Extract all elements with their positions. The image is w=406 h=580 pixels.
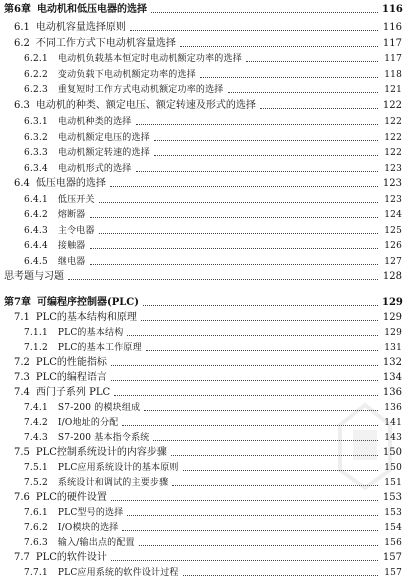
section-number: 6.2.3	[24, 85, 48, 95]
section-title: 低压开关	[57, 194, 95, 205]
section-title: 主令电器	[57, 225, 95, 236]
toc-entry[interactable]	[0, 114, 406, 128]
section-number: 6.4	[14, 178, 30, 189]
page-number: 117	[382, 37, 402, 49]
leader-dots	[246, 61, 378, 62]
toc-entry[interactable]	[0, 161, 406, 175]
leader-dots	[143, 305, 378, 306]
page-number: 154	[384, 523, 402, 533]
toc-entry[interactable]	[0, 370, 406, 384]
section-title: 电动机的种类、额定电压、额定转速及形式的选择	[35, 99, 256, 111]
section-number: 第6章	[4, 4, 31, 15]
page-number: 121	[384, 85, 402, 95]
section-number: 7.1.2	[24, 343, 48, 353]
leader-dots	[90, 248, 378, 249]
page-number: 122	[384, 148, 402, 158]
toc-entry[interactable]	[0, 223, 406, 237]
section-number: 6.4.2	[24, 210, 48, 220]
toc-entry[interactable]	[0, 207, 406, 221]
section-number: 7.6.2	[24, 523, 48, 533]
page-number: 157	[382, 552, 402, 563]
section-title: I/O地址的分配	[57, 418, 119, 428]
toc-entry[interactable]	[0, 192, 406, 206]
page-number: 156	[384, 538, 402, 548]
page-number: 124	[384, 210, 402, 220]
section-title: 电动机种类的选择	[57, 117, 132, 127]
section-title: PLC应用系统的软件设计过程	[57, 568, 179, 578]
page-number: 123	[384, 163, 402, 174]
section-number: 7.6.1	[24, 508, 48, 518]
toc-entry[interactable]	[0, 565, 406, 579]
page-number: 118	[384, 69, 402, 80]
leader-dots	[130, 30, 378, 31]
toc-entry[interactable]	[0, 130, 406, 144]
page-number: 116	[382, 4, 403, 15]
page-number: 125	[384, 225, 402, 236]
section-number: 6.4.5	[24, 256, 48, 267]
page-number: 143	[384, 433, 402, 443]
toc-entry[interactable]	[0, 82, 406, 96]
section-number: 7.2	[14, 357, 30, 368]
leader-dots	[146, 350, 378, 351]
page-number: 129	[382, 297, 403, 308]
leader-dots	[136, 124, 378, 125]
page-number: 153	[384, 508, 402, 518]
toc-entry[interactable]	[0, 51, 406, 65]
leader-dots	[139, 545, 378, 546]
leader-dots	[260, 108, 378, 109]
toc-entry[interactable]	[0, 325, 406, 339]
page-number: 150	[384, 463, 402, 473]
page-number: 134	[382, 372, 402, 383]
section-title: S7-200 的模块组成	[57, 403, 141, 413]
toc-entry[interactable]	[0, 36, 406, 50]
section-title: 重复短时工作方式电动机额定功率的选择	[57, 85, 224, 95]
section-title: PLC的编程语言	[35, 372, 107, 383]
leader-dots	[99, 202, 378, 203]
leader-dots	[111, 365, 378, 366]
section-number: 6.2.1	[24, 54, 48, 64]
section-title: PLC控制系统设计的内容步骤	[35, 447, 167, 458]
toc-chapter-entry[interactable]	[0, 2, 406, 16]
leader-dots	[183, 575, 378, 576]
section-title: PLC的基本工作原理	[57, 343, 142, 353]
page-number: 126	[384, 241, 402, 251]
section-number: 7.5.1	[24, 463, 48, 473]
leader-dots	[68, 279, 378, 280]
leader-dots	[90, 217, 378, 218]
section-title: PLC的硬件设置	[35, 492, 107, 503]
section-title: 电动机负载基本恒定时电动机额定功率的选择	[57, 54, 242, 64]
watermark-logo	[335, 400, 395, 490]
section-number: 7.4.2	[24, 418, 48, 428]
section-title: PLC型号的选择	[57, 508, 124, 518]
section-number: 7.6.3	[24, 538, 48, 548]
page-number: 136	[384, 403, 402, 413]
section-number: 7.3	[14, 372, 30, 383]
section-title: PLC的软件设计	[35, 552, 107, 563]
section-title: 变动负载下电动机额定功率的选择	[57, 69, 196, 80]
section-number: 6.3.3	[24, 148, 48, 158]
section-title: 接触器	[57, 241, 86, 251]
page-number: 127	[384, 256, 402, 267]
leader-dots	[122, 530, 378, 531]
page-number: 129	[384, 328, 402, 338]
section-number: 7.5.2	[24, 478, 48, 488]
leader-dots	[200, 77, 378, 78]
leader-dots	[110, 186, 378, 187]
section-title: I/O模块的选择	[57, 523, 119, 533]
section-number: 6.3.1	[24, 117, 48, 127]
page-number: 153	[382, 492, 402, 503]
page-number: 157	[384, 568, 402, 578]
section-number: 6.2	[14, 37, 30, 49]
toc-entry[interactable]	[0, 254, 406, 268]
page-number: 123	[382, 178, 402, 189]
leader-dots	[99, 233, 378, 234]
toc-entry[interactable]	[0, 535, 406, 549]
page-number: 150	[382, 447, 402, 458]
section-number: 7.5	[14, 447, 30, 458]
toc-entry[interactable]	[0, 340, 406, 354]
section-number: 第7章	[4, 297, 31, 308]
leader-dots	[111, 380, 378, 381]
toc-entry[interactable]	[0, 355, 406, 369]
section-title: PLC应用系统设计的基本原则	[57, 463, 179, 473]
section-number: 6.4.4	[24, 241, 48, 251]
toc-entry[interactable]	[0, 505, 406, 519]
page-number: 123	[384, 194, 402, 205]
page-number: 131	[384, 343, 402, 353]
page-number: 132	[382, 357, 402, 368]
section-title: 不同工作方式下电动机容量选择	[35, 37, 176, 49]
page-number: 117	[384, 54, 402, 64]
section-number: 7.7.1	[24, 568, 48, 578]
section-title: 思考题与习题	[4, 271, 64, 282]
toc-entry[interactable]	[0, 176, 406, 190]
leader-dots	[127, 335, 378, 336]
section-number: 6.3	[14, 99, 30, 111]
section-title: 西门子系列 PLC	[35, 387, 111, 398]
toc-entry[interactable]	[0, 490, 406, 504]
section-title: PLC的基本结构	[57, 328, 124, 338]
section-number: 6.4.3	[24, 225, 48, 236]
page-number: 122	[382, 99, 402, 111]
leader-dots	[151, 12, 378, 13]
leader-dots	[154, 155, 378, 156]
toc-entry[interactable]	[0, 385, 406, 399]
section-number: 7.1.1	[24, 328, 48, 338]
page-number: 141	[384, 418, 402, 428]
leader-dots	[127, 515, 378, 516]
section-title: 输入/输出点的配置	[57, 538, 135, 548]
leader-dots	[180, 46, 378, 47]
section-number: 7.6	[14, 492, 30, 503]
section-title: PLC的基本结构和原理	[35, 312, 137, 323]
section-number: 7.1	[14, 312, 30, 323]
leader-dots	[141, 320, 378, 321]
toc-chapter-entry[interactable]	[0, 269, 406, 283]
toc-chapter-entry[interactable]	[0, 295, 406, 309]
page-number: 122	[384, 117, 402, 127]
section-number: 6.2.2	[24, 69, 48, 80]
section-number: 6.3.4	[24, 163, 48, 174]
toc-entry[interactable]	[0, 98, 406, 112]
leader-dots	[228, 92, 378, 93]
section-number: 7.4	[14, 387, 30, 398]
section-number: 6.3.2	[24, 132, 48, 143]
section-title: 电动机和低压电器的选择	[36, 4, 147, 15]
toc-entry[interactable]	[0, 520, 406, 534]
leader-dots	[154, 140, 378, 141]
page-number: 116	[382, 21, 402, 33]
section-title: 可编程序控制器(PLC)	[36, 297, 139, 308]
toc-entry[interactable]	[0, 310, 406, 324]
page-number: 128	[382, 271, 402, 282]
page-number: 129	[382, 312, 402, 323]
section-title: 熔断器	[57, 210, 86, 220]
section-title: PLC的性能指标	[35, 357, 107, 368]
page-number: 122	[384, 132, 402, 143]
leader-dots	[136, 171, 378, 172]
section-number: 7.7	[14, 552, 30, 563]
toc-entry[interactable]	[0, 238, 406, 252]
toc-entry[interactable]	[0, 20, 406, 34]
page-number: 136	[382, 387, 402, 398]
leader-dots	[111, 500, 378, 501]
section-title: 系统设计和调试的主要步骤	[57, 478, 169, 488]
toc-entry[interactable]	[0, 550, 406, 564]
leader-dots	[90, 264, 378, 265]
toc-entry[interactable]	[0, 145, 406, 159]
leader-dots	[114, 395, 378, 396]
section-title: 电动机额定转速的选择	[57, 148, 150, 158]
page-number: 151	[384, 478, 402, 488]
section-number: 7.4.3	[24, 433, 48, 443]
section-title: 电动机形式的选择	[57, 163, 132, 174]
section-title: 电动机额定电压的选择	[57, 132, 150, 143]
section-title: 继电器	[57, 256, 86, 267]
section-number: 6.1	[14, 21, 30, 33]
section-title: S7-200 基本指令系统	[57, 433, 150, 443]
section-title: 低压电器的选择	[35, 178, 106, 189]
section-number: 7.4.1	[24, 403, 48, 413]
toc-entry[interactable]	[0, 67, 406, 81]
section-title: 电动机容量选择原则	[35, 21, 126, 33]
leader-dots	[111, 560, 378, 561]
section-number: 6.4.1	[24, 194, 48, 205]
